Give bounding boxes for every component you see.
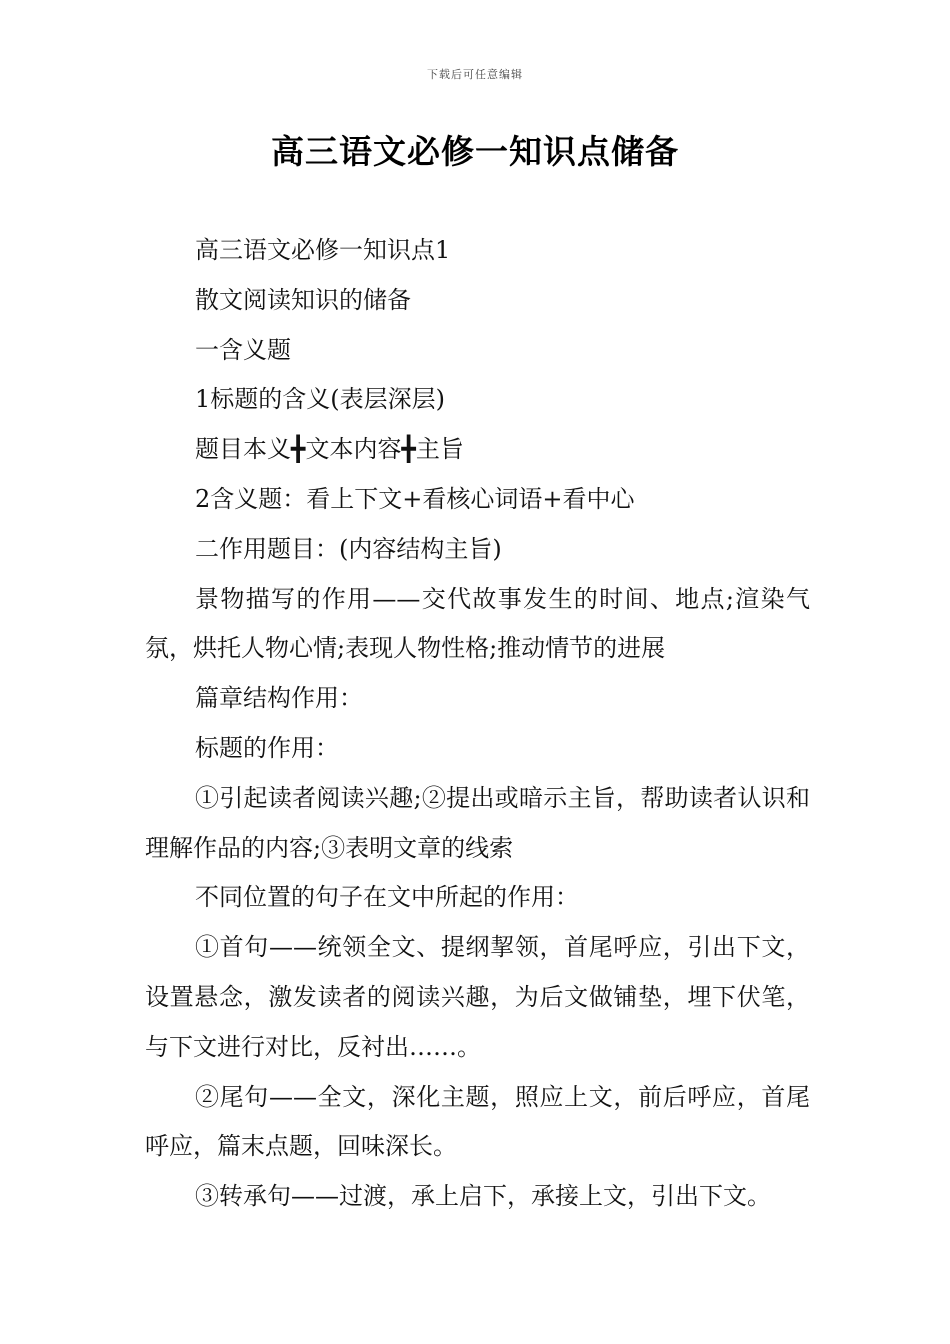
paragraph-text: 标题的作用：: [195, 733, 339, 762]
paragraph-subsection: 二作用题目：(内容结构主旨): [195, 534, 502, 563]
paragraph-text: ②尾句——全文，深化主题，照应上文，前后呼应，首尾呼应，篇末点题，回味深长。: [145, 1082, 810, 1161]
paragraph-formula: 题目本义╋文本内容╋主旨: [195, 435, 464, 464]
paragraph-text: ①首句——统领全文、提纲挈领，首尾呼应，引出下文，设置悬念，激发读者的阅读兴趣，为后文做铺垫，埋下伏笔，与下文进行对比，反衬出……。: [145, 933, 810, 1061]
document-body: [145, 226, 810, 1222]
document-title: 高三语文必修一知识点储备: [271, 132, 679, 171]
paragraph-text: 篇章结构作用：: [195, 684, 363, 713]
paragraph-text: 不同位置的句子在文中所起的作用：: [195, 883, 579, 912]
header-note: 下载后可任意编辑: [427, 68, 523, 81]
paragraph-subsection: 一含义题: [195, 335, 291, 364]
paragraph-item: 2含义题：看上下文+看核心词语+看中心: [195, 484, 635, 513]
paragraph-text: 景物描写的作用——交代故事发生的时间、地点;渲染气氛，烘托人物心情;表现人物性格;推动情节的进展: [145, 584, 810, 663]
paragraph-text: ③转承句——过渡，承上启下，承接上文，引出下文。: [195, 1182, 771, 1211]
paragraph-item: 1标题的含义(表层深层): [195, 385, 445, 414]
paragraph-text: ①引起读者阅读兴趣;②提出或暗示主旨，帮助读者认识和理解作品的内容;③表明文章的线索: [145, 783, 810, 862]
paragraph-section: 散文阅读知识的储备: [195, 285, 411, 314]
paragraph-heading: 高三语文必修一知识点1: [195, 236, 451, 264]
